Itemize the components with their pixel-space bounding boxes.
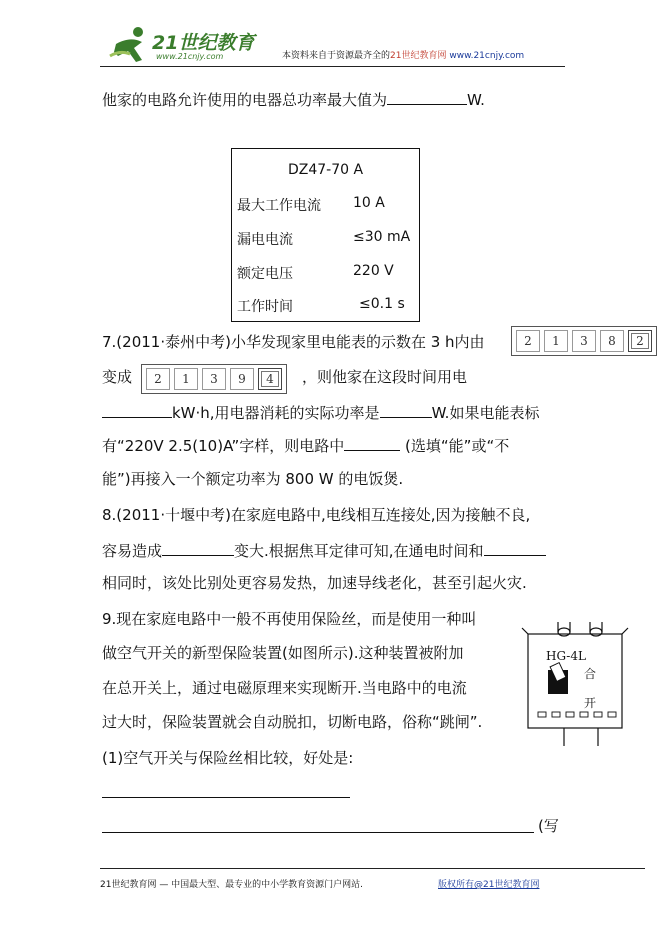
- footer-left: 21世纪教育网 — 中国最大型、最专业的中小学教育资源门户网站.: [100, 880, 364, 890]
- meter-digit: 3: [202, 368, 226, 390]
- q7-line2: 变成: [102, 368, 133, 386]
- q9-line1: 9.现在家庭电路中一般不再使用保险丝，而是使用一种叫: [102, 610, 477, 628]
- meter-digit: 4: [258, 368, 282, 390]
- meter-end: [141, 364, 287, 394]
- nameplate-value: ≤0.1 s: [359, 296, 405, 312]
- answer-blank: [162, 539, 234, 556]
- tagline-prefix: 本资料来自于资源最齐全的: [282, 51, 391, 61]
- q7-line4: 有“220V 2.5(10)A”字样，则电路中 (选填“能”或“不: [102, 434, 509, 456]
- q7-line5: 能”)再接入一个额定功率为 800 W 的电饭煲.: [102, 470, 404, 488]
- answer-blank: [102, 401, 172, 418]
- q7-line3: kW·h,用电器消耗的实际功率是 W.如果电能表标: [102, 401, 539, 423]
- nameplate-value: ≤30 mA: [353, 229, 411, 245]
- logo-text: 21世纪教育: [152, 32, 255, 54]
- answer-blank: [387, 88, 467, 105]
- q9-sub1: (1)空气开关与保险丝相比较，好处是:: [102, 749, 354, 767]
- answer-line: [102, 832, 534, 833]
- header-tagline: [282, 51, 524, 62]
- answer-blank: [484, 539, 546, 556]
- tagline-brand[interactable]: 21世纪教育网: [390, 51, 447, 61]
- answer-blank: [380, 401, 432, 418]
- meter-digit: 2: [146, 368, 170, 390]
- nameplate-label: 漏电电流: [237, 232, 293, 248]
- nameplate-value: 220 V: [353, 263, 394, 279]
- nameplate-label: 工作时间: [237, 299, 293, 315]
- nameplate-value: 10 A: [353, 195, 385, 211]
- q7-line1: 7.(2011·泰州中考)小华发现家里电能表的示数在 3 h内由: [102, 333, 485, 351]
- nameplate-label: 额定电压: [237, 266, 293, 282]
- q8-line2: 容易造成 变大.根据焦耳定律可知,在通电时间和: [102, 539, 546, 561]
- nameplate-label: 最大工作电流: [237, 198, 321, 214]
- q9-line2: 做空气开关的新型保险装置(如图所示).这种装置被附加: [102, 644, 464, 662]
- tagline-url[interactable]: www.21cnjy.com: [449, 51, 525, 61]
- air-switch-illustration: [518, 622, 638, 747]
- meter-digit: 8: [600, 330, 624, 352]
- header-rule: [100, 66, 565, 67]
- meter-digit: 1: [544, 330, 568, 352]
- answer-line: [102, 797, 350, 798]
- logo-url: www.21cnjy.com: [156, 52, 224, 61]
- meter-start: [511, 326, 657, 356]
- device-model: HG-4L: [546, 649, 586, 663]
- device-label-on: 合: [584, 667, 597, 681]
- nameplate-model: DZ47-70 A: [288, 162, 364, 178]
- nameplate-table: [231, 148, 420, 322]
- q9-tail: (写: [538, 817, 559, 835]
- footer-copyright-link[interactable]: 版权所有@21世纪教育网: [438, 880, 540, 890]
- terminal-icon: [558, 628, 570, 636]
- q8-line3: 相同时，该处比别处更容易发热，加速导线老化，甚至引起火灾.: [102, 574, 527, 592]
- q9-line4: 过大时，保险装置就会自动脱扣，切断电路，俗称“跳闸”.: [102, 713, 483, 731]
- meter-digit: 2: [628, 330, 652, 352]
- q8-line1: 8.(2011·十堰中考)在家庭电路中,电线相互连接处,因为接触不良,: [102, 506, 531, 524]
- answer-blank: [344, 434, 400, 451]
- meter-digit: 1: [174, 368, 198, 390]
- footer-rule: [100, 868, 645, 869]
- meter-digit: 2: [516, 330, 540, 352]
- q6-tail-line: 他家的电路允许使用的电器总功率最大值为 W.: [102, 88, 485, 110]
- q9-line3: 在总开关上，通过电磁原理来实现断开.当电路中的电流: [102, 679, 467, 697]
- logo: [108, 26, 258, 64]
- runner-logo-icon: [108, 26, 154, 64]
- device-label-off: 开: [584, 696, 597, 710]
- q7-line2-tail: ，则他家在这段时间用电: [302, 368, 468, 386]
- meter-digit: 3: [572, 330, 596, 352]
- meter-digit: 9: [230, 368, 254, 390]
- terminal-icon: [590, 628, 602, 636]
